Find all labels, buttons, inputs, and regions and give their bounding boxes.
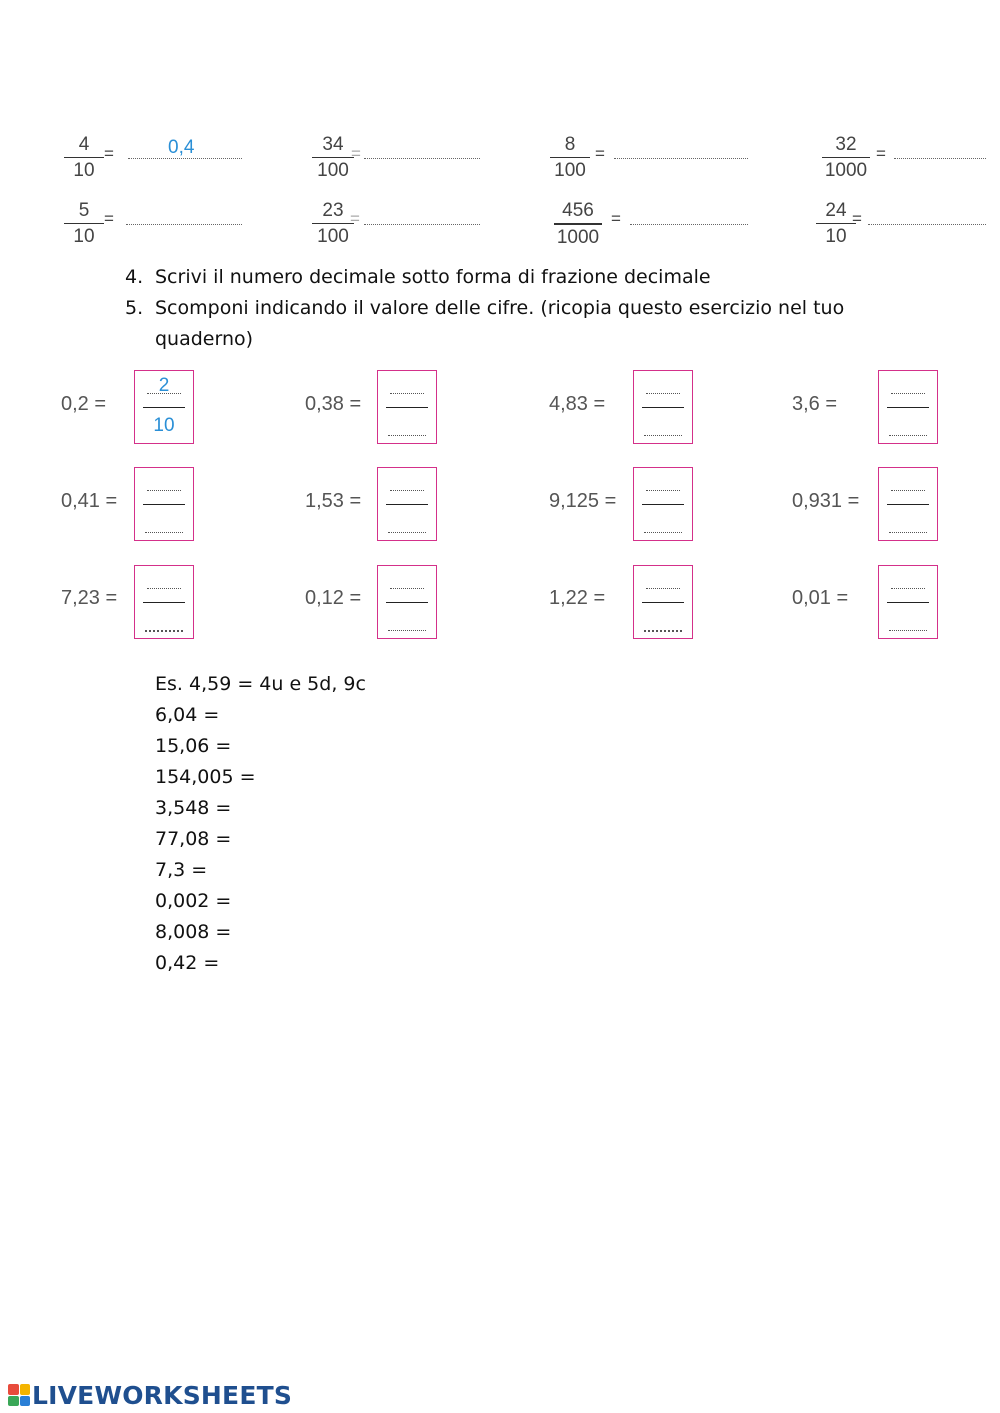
instruction-text-continued: quaderno) [155,328,254,350]
logo-square [20,1396,31,1407]
instructions [125,262,985,358]
fraction-bar [816,223,856,224]
fraction-denominator: 100 [317,226,349,247]
fraction-box[interactable] [633,467,693,541]
fraction-bar [312,157,354,158]
answer-line[interactable] [894,158,986,159]
decomposition-item: 3,548 = [155,797,232,819]
fraction [550,134,590,182]
denominator-line [889,435,927,436]
instruction-number: 5. [125,297,144,319]
answer-line[interactable] [364,158,480,159]
decimal-label: 0,12 = [305,587,362,609]
decimal-label: 0,2 = [61,393,107,415]
equals-sign: = [595,144,605,163]
decimal-label: 1,22 = [549,587,606,609]
answer-line[interactable] [364,224,480,225]
decomposition-item: 8,008 = [155,921,232,943]
equals-sign: = [876,144,886,163]
decomposition-item: 77,08 = [155,828,232,850]
answer-line[interactable] [868,224,986,225]
fraction-bar [143,407,185,408]
fraction-numerator: 8 [564,134,576,155]
decimal-label: 0,931 = [792,490,860,512]
fraction-bar [386,602,428,603]
logo-square [8,1396,19,1407]
decimal-label: 4,83 = [549,393,606,415]
numerator-line [891,588,925,589]
fraction-box[interactable] [377,467,437,541]
decomposition-example: Es. 4,59 = 4u e 5d, 9c [155,673,366,695]
answer-line[interactable] [630,224,748,225]
fraction-bar [143,602,185,603]
fraction-box[interactable] [134,467,194,541]
decimal-label: 0,38 = [305,393,362,415]
fraction-numerator: 456 [562,200,594,221]
fraction [64,134,104,182]
fraction-bar [550,157,590,158]
fraction-box[interactable] [134,370,194,444]
decomposition-item: 0,42 = [155,952,220,974]
fraction [64,200,104,248]
fraction-numerator: 32 [835,134,857,155]
denominator-line [388,435,426,436]
fraction-box[interactable] [633,565,693,639]
fraction [554,200,602,249]
fraction-denominator: 1000 [556,227,600,248]
fraction-denominator: 10 [73,226,95,247]
instruction-text: Scomponi indicando il valore delle cifre. (ricopia questo esercizio nel tuo [155,297,845,319]
fraction-bar [64,223,104,224]
numerator-line [891,490,925,491]
fraction-box[interactable] [878,565,938,639]
instruction-text: Scrivi il numero decimale sotto forma di frazione decimale [155,266,711,288]
numerator-line [891,393,925,394]
liveworksheets-logo [8,1382,292,1408]
fraction-box[interactable] [134,565,194,639]
numerator-line [147,588,181,589]
fraction-box[interactable] [878,467,938,541]
equals-sign: = [351,144,361,163]
denominator-line [889,532,927,533]
fraction-bar [64,157,104,158]
answer-line[interactable] [614,158,748,159]
box-denominator: 10 [153,415,175,436]
fraction [816,200,856,248]
equals-sign: = [350,209,360,228]
decomposition-item: 15,06 = [155,735,232,757]
fraction-bar [887,504,929,505]
instruction-number: 4. [125,266,144,288]
fraction-box[interactable] [377,370,437,444]
fraction-denominator: 1000 [824,160,868,181]
logo-text: LIVEWORKSHEETS [32,1380,293,1410]
logo-icon [8,1384,30,1406]
numerator-line [390,490,424,491]
fraction [312,200,354,248]
fraction-numerator: 4 [78,134,90,155]
fraction-bar [143,504,185,505]
numerator-line [646,588,680,589]
decimal-label: 3,6 = [792,393,838,415]
decimal-label: 1,53 = [305,490,362,512]
fraction-bar [642,407,684,408]
fraction-bar [386,407,428,408]
fraction [822,134,870,182]
decimal-label: 7,23 = [61,587,118,609]
fraction-box[interactable] [377,565,437,639]
numerator-line [390,393,424,394]
fraction-bar [887,407,929,408]
fraction-numerator: 24 [825,200,847,221]
decomposition-item: 154,005 = [155,766,256,788]
fraction-box[interactable] [878,370,938,444]
fraction-bar [554,223,602,225]
denominator-line [644,435,682,436]
fraction-bar [386,504,428,505]
numerator-line [646,393,680,394]
decomposition-item: 7,3 = [155,859,208,881]
fraction-denominator: 10 [73,160,95,181]
denominator-line [889,630,927,631]
fraction-numerator: 23 [322,200,344,221]
fraction [312,134,354,182]
equals-sign: = [104,144,114,163]
denominator-line [644,532,682,533]
logo-square [8,1384,19,1395]
decimal-label: 9,125 = [549,490,617,512]
fraction-denominator: 100 [554,160,586,181]
decomposition-item: 6,04 = [155,704,220,726]
denominator-line [145,630,183,632]
decomposition-item: 0,002 = [155,890,232,912]
denominator-line [145,532,183,533]
equals-sign: = [104,209,114,228]
fraction-box[interactable] [633,370,693,444]
fraction-bar [887,602,929,603]
decimal-label: 0,41 = [61,490,118,512]
logo-square [20,1384,31,1395]
answer-value: 0,4 [168,137,195,158]
fraction-numerator: 34 [322,134,344,155]
numerator-line [390,588,424,589]
equals-sign: = [852,209,862,228]
decomposition-list [155,669,366,979]
fraction-denominator: 100 [317,160,349,181]
fraction-bar [312,223,354,224]
decimal-label: 0,01 = [792,587,849,609]
numerator-line [646,490,680,491]
answer-line[interactable] [126,224,242,225]
numerator-line [147,490,181,491]
fraction-bar [642,602,684,603]
fraction-numerator: 5 [78,200,90,221]
fraction-bar [642,504,684,505]
box-numerator: 2 [158,375,170,396]
denominator-line [388,630,426,631]
numerator-line [147,393,181,394]
fraction-bar [822,157,870,158]
fraction-denominator: 10 [825,226,847,247]
equals-sign: = [611,209,621,228]
denominator-line [644,630,682,632]
denominator-line [388,532,426,533]
